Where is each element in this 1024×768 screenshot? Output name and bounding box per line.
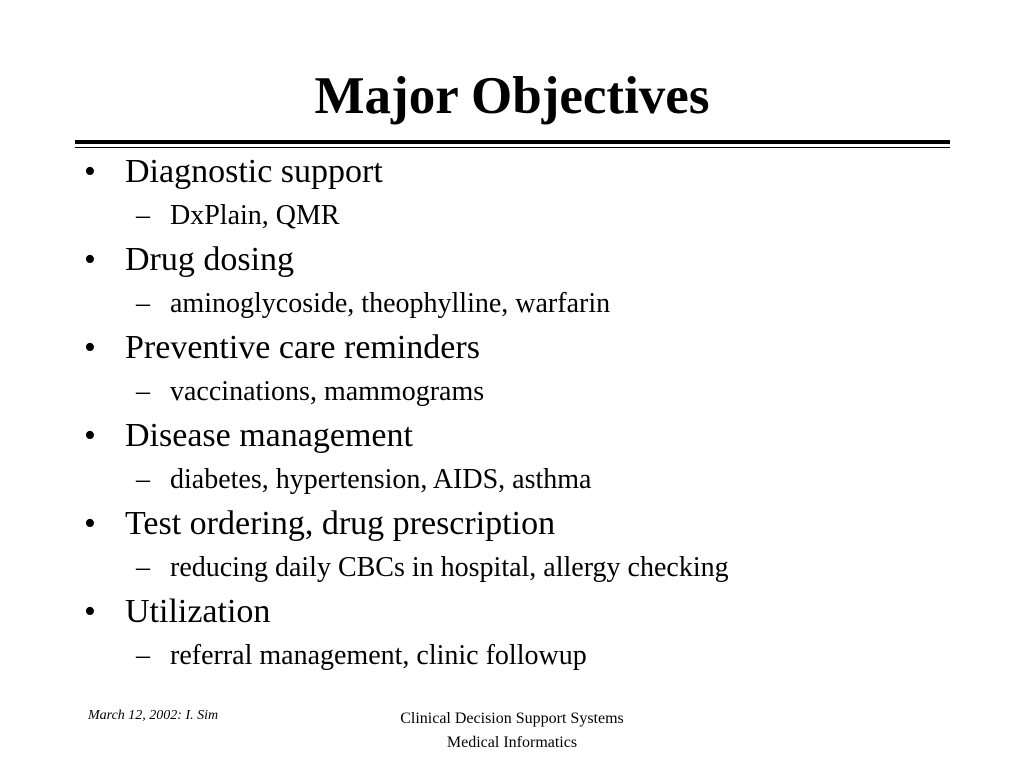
bullet-text: Diagnostic support: [125, 153, 383, 190]
dash-icon: –: [136, 640, 150, 671]
footer-course-line1: Clinical Decision Support Systems: [400, 710, 624, 727]
slide-title: Major Objectives: [314, 67, 710, 125]
bullet-icon: •: [84, 329, 96, 366]
bullet-text: Drug dosing: [125, 241, 295, 278]
bullet-text: Disease management: [125, 417, 413, 454]
sub-bullet-text: diabetes, hypertension, AIDS, asthma: [170, 464, 592, 495]
sub-bullet-text: aminoglycoside, theophylline, warfarin: [170, 288, 611, 319]
list-item: [0, 590, 1024, 678]
bullet-icon: •: [84, 417, 96, 454]
sub-bullet-text: referral management, clinic followup: [170, 640, 587, 671]
dash-icon: –: [136, 552, 150, 583]
sub-bullet-text: vaccinations, mammograms: [170, 376, 485, 407]
sub-bullet-text: reducing daily CBCs in hospital, allergy checking: [170, 552, 729, 583]
list-item: [0, 502, 1024, 590]
dash-icon: –: [136, 200, 150, 231]
footer-course-line2: Medical Informatics: [446, 734, 578, 751]
footer-course: [312, 707, 712, 755]
list-item: [0, 238, 1024, 326]
sub-bullet-text: DxPlain, QMR: [170, 200, 340, 231]
list-item: [0, 414, 1024, 502]
bullet-icon: •: [84, 593, 96, 630]
list-item: [0, 326, 1024, 414]
bullet-text: Utilization: [125, 593, 271, 630]
title-divider-thin: [75, 147, 950, 148]
objectives-list: [0, 150, 1024, 678]
bullet-icon: •: [84, 241, 96, 278]
title-divider-thick: [75, 140, 950, 144]
bullet-icon: •: [84, 153, 96, 190]
dash-icon: –: [136, 464, 150, 495]
dash-icon: –: [136, 288, 150, 319]
bullet-text: Preventive care reminders: [125, 329, 480, 366]
list-item: [0, 150, 1024, 238]
footer-date-author: March 12, 2002: I. Sim: [88, 708, 219, 723]
dash-icon: –: [136, 376, 150, 407]
bullet-text: Test ordering, drug prescription: [125, 505, 556, 542]
bullet-icon: •: [84, 505, 96, 542]
